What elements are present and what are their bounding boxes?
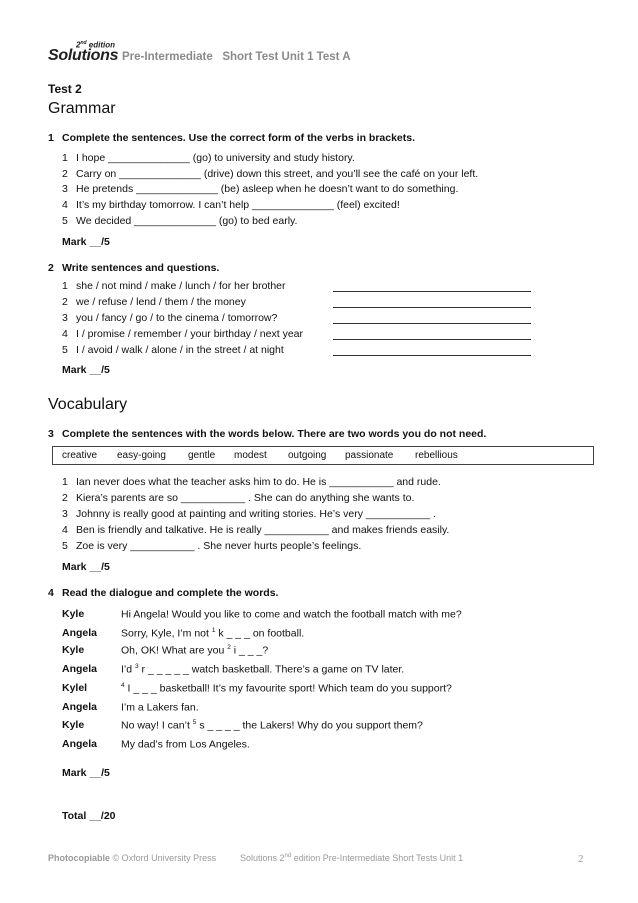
exercise-2-instruction: 2 Write sentences and questions. [48, 262, 220, 274]
answer-line[interactable] [333, 339, 531, 340]
ex3-item: 1 Ian never does what the teacher asks him to do. He is ___________ and rude. [62, 476, 441, 488]
answer-line[interactable] [333, 355, 531, 356]
vocabulary-heading: Vocabulary [48, 396, 128, 413]
footer-series: Solutions 2nd edition Pre-Intermediate Short Tests Unit 1 [240, 853, 464, 863]
dialogue-line: I’m a Lakers fan. [121, 701, 199, 714]
ex3-item: 4 Ben is friendly and talkative. He is really ___________ and makes friends easily. [62, 524, 450, 536]
ex2-item: 3 you / fancy / go / to the cinema / tomorrow? [62, 312, 278, 324]
ex2-mark: Mark __/5 [62, 364, 110, 376]
ex2-item: 1 she / not mind / make / lunch / for her brother [62, 280, 286, 292]
dialogue-line: Oh, OK! What are you $^2$ i _ _ _? [121, 644, 269, 657]
dialogue-speaker: Angela [62, 701, 98, 713]
page-title: Pre-Intermediate Short Test Unit 1 Test A [122, 51, 351, 63]
word-option: rebellious [415, 450, 458, 461]
grammar-heading: Grammar [48, 100, 116, 117]
word-option: passionate [345, 450, 394, 461]
word-option: creative [62, 450, 98, 461]
dialogue-line: My dad’s from Los Angeles. [121, 738, 250, 751]
test-label: Test 2 [48, 82, 82, 96]
answer-line[interactable] [333, 291, 531, 292]
ex1-item: 2 Carry on ______________ (drive) down this street, and you’ll see the café on your left. [62, 168, 479, 180]
logo-edition: 2nd edition [76, 40, 116, 50]
exercise-3-instruction: 3 Complete the sentences with the words below. There are two words you do not need. [48, 428, 487, 440]
dialogue-line: $^4$ I _ _ _ basketball! It’s my favourite sport! Which team do you support? [121, 682, 452, 695]
dialogue-speaker: Angela [62, 738, 98, 750]
word-option: easy-going [117, 450, 166, 461]
dialogue-line: Hi Angela! Would you like to come and watch the football match with me? [121, 608, 462, 621]
dialogue-line: Sorry, Kyle, I’m not $^1$ k _ _ _ on football. [121, 627, 305, 640]
word-box [52, 446, 594, 465]
dialogue-speaker: Kyle [62, 719, 85, 731]
ex3-item: 3 Johnny is really good at painting and writing stories. He’s very ___________ . [62, 508, 436, 520]
dialogue-speaker: Angela [62, 663, 98, 675]
word-option: gentle [188, 450, 216, 461]
dialogue-speaker: Kyle [62, 608, 85, 620]
ex1-item: 5 We decided ______________ (go) to bed early. [62, 215, 298, 227]
ex1-item: 4 It’s my birthday tomorrow. I can’t help ______________ (feel) excited! [62, 199, 400, 211]
dialogue-line: I’d $^3$ r _ _ _ _ _ watch basketball. There’s a game on TV later. [121, 663, 405, 676]
dialogue-line: No way! I can’t $^5$ s _ _ _ _ the Lakers! Why do you support them? [121, 719, 423, 732]
ex4-mark: Mark __/5 [62, 767, 110, 779]
dialogue-speaker: Angela [62, 627, 98, 639]
solutions-logo: Solutions [48, 47, 119, 64]
ex1-item: 3 He pretends ______________ (be) asleep when he doesn’t want to do something. [62, 183, 459, 195]
dialogue-speaker: Kyle [62, 644, 85, 656]
total-mark: Total __/20 [62, 810, 116, 822]
ex2-item: 5 I / avoid / walk / alone / in the street / at night [62, 344, 284, 356]
exercise-1-instruction: 1 Complete the sentences. Use the correct form of the verbs in brackets. [48, 132, 416, 144]
ex3-item: 2 Kiera’s parents are so ___________ . She can do anything she wants to. [62, 492, 415, 504]
word-option: modest [234, 450, 267, 461]
exercise-4-instruction: 4 Read the dialogue and complete the words. [48, 587, 279, 599]
ex2-item: 2 we / refuse / lend / them / the money [62, 296, 246, 308]
answer-line[interactable] [333, 323, 531, 324]
page-number: 2 [578, 853, 584, 865]
ex3-mark: Mark __/5 [62, 561, 110, 573]
dialogue-speaker: Kylel [62, 682, 88, 694]
word-option: outgoing [288, 450, 327, 461]
footer-copyright: Photocopiable © Oxford University Press [48, 853, 217, 863]
answer-line[interactable] [333, 307, 531, 308]
ex1-item: 1 I hope ______________ (go) to university and study history. [62, 152, 355, 164]
ex2-item: 4 I / promise / remember / your birthday / next year [62, 328, 304, 340]
ex3-item: 5 Zoe is very ___________ . She never hurts people’s feelings. [62, 540, 362, 552]
ex1-mark: Mark __/5 [62, 236, 110, 248]
